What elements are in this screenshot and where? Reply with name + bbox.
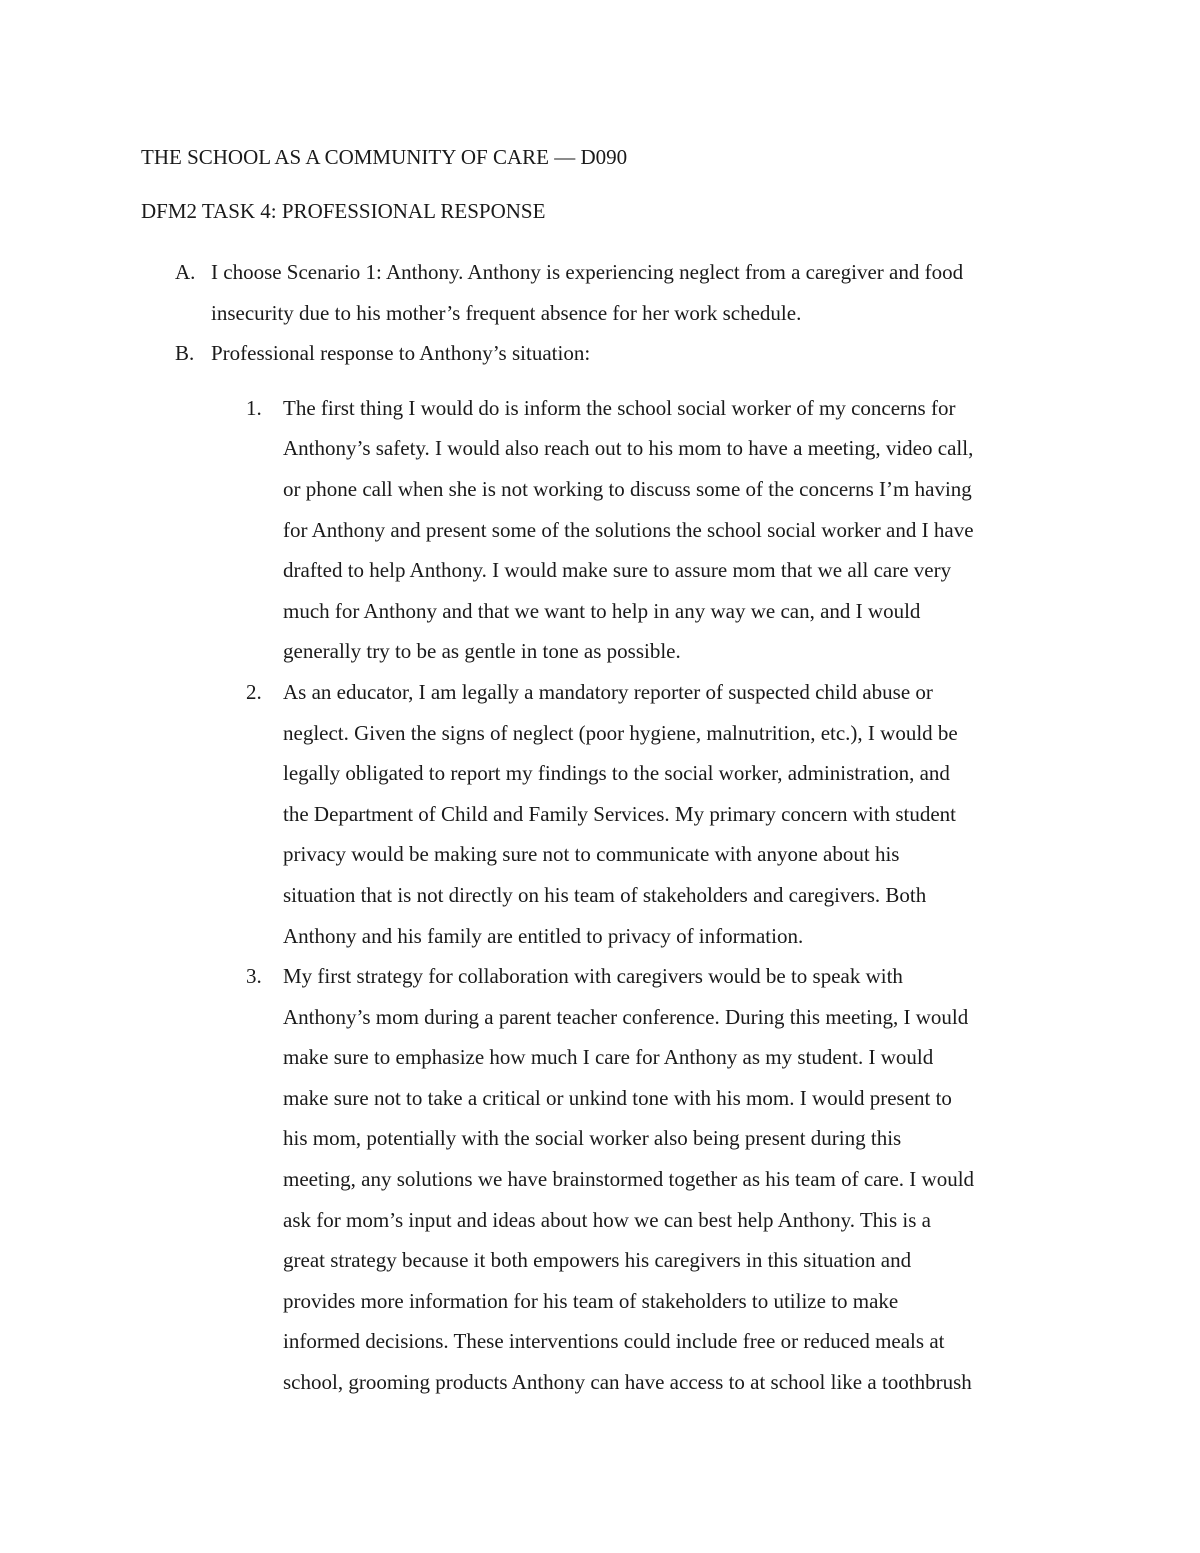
lettered-list: [0, 252, 1200, 1403]
text-line: great strategy because it both empowers his caregivers in this situation and: [283, 1248, 912, 1273]
text-line: Anthony’s mom during a parent teacher conference. During this meeting, I would: [283, 1004, 969, 1029]
text-line: or phone call when she is not working to discuss some of the concerns I’m having: [283, 476, 972, 501]
text-line: The first thing I would do is inform the school social worker of my concerns for: [283, 395, 956, 420]
text-line: the Department of Child and Family Services. My primary concern with student: [283, 801, 957, 826]
text-line: his mom, potentially with the social worker also being present during this: [283, 1126, 902, 1151]
numbered-list-item: [0, 388, 1200, 672]
text-line: generally try to be as gentle in tone as possible.: [283, 639, 681, 664]
text-line: Anthony and his family are entitled to privacy of information.: [283, 923, 804, 948]
list-item-text: [211, 333, 1061, 374]
text-line: for Anthony and present some of the solutions the school social worker and I have: [283, 517, 974, 542]
task-title: DFM2 TASK 4: PROFESSIONAL RESPONSE: [141, 199, 546, 223]
text-line: privacy would be making sure not to communicate with anyone about his: [283, 842, 900, 867]
list-marker: 2.: [246, 679, 262, 704]
text-line: much for Anthony and that we want to help in any way we can, and I would: [283, 598, 921, 623]
text-line: situation that is not directly on his team of stakeholders and caregivers. Both: [283, 882, 927, 907]
list-item-text: [283, 388, 1073, 672]
list-item-text: [283, 956, 1073, 1403]
list-item: [0, 333, 1200, 1402]
text-line: Anthony’s safety. I would also reach out to his mom to have a meeting, video call,: [283, 436, 974, 461]
text-line: As an educator, I am legally a mandatory reporter of suspected child abuse or: [283, 679, 933, 704]
text-line: meeting, any solutions we have brainstormed together as his team of care. I would: [283, 1167, 975, 1192]
text-line: ask for mom’s input and ideas about how we can best help Anthony. This is a: [283, 1207, 931, 1232]
list-marker: B.: [175, 341, 195, 366]
text-line: informed decisions. These interventions could include free or reduced meals at: [283, 1329, 945, 1354]
list-item: [0, 252, 1200, 333]
course-title: THE SCHOOL AS A COMMUNITY OF CARE — D090: [141, 145, 628, 169]
text-line: I choose Scenario 1: Anthony. Anthony is experiencing neglect from a caregiver and food: [211, 260, 964, 284]
text-line: legally obligated to report my findings to the social worker, administration, and: [283, 761, 950, 786]
list-marker: 1.: [246, 395, 262, 420]
text-line: provides more information for his team of stakeholders to utilize to make: [283, 1288, 899, 1313]
text-line: My first strategy for collaboration with caregivers would be to speak with: [283, 964, 903, 989]
text-line: insecurity due to his mother’s frequent absence for her work schedule.: [211, 300, 802, 325]
text-line: neglect. Given the signs of neglect (poor hygiene, malnutrition, etc.), I would be: [283, 720, 958, 745]
list-item-text: [211, 252, 1061, 333]
text-line: school, grooming products Anthony can have access to at school like a toothbrush: [283, 1370, 972, 1395]
text-line: make sure not to take a critical or unkind tone with his mom. I would present to: [283, 1085, 952, 1110]
text-line: drafted to help Anthony. I would make sure to assure mom that we all care very: [283, 558, 952, 583]
list-item-text: [283, 672, 1073, 956]
numbered-list: [0, 388, 1200, 1403]
text-line: Professional response to Anthony’s situation:: [211, 341, 591, 366]
list-marker: A.: [175, 260, 196, 284]
text-line: make sure to emphasize how much I care for Anthony as my student. I would: [283, 1045, 934, 1070]
numbered-list-item: [0, 672, 1200, 956]
list-marker: 3.: [246, 964, 262, 989]
numbered-list-item: [0, 956, 1200, 1403]
